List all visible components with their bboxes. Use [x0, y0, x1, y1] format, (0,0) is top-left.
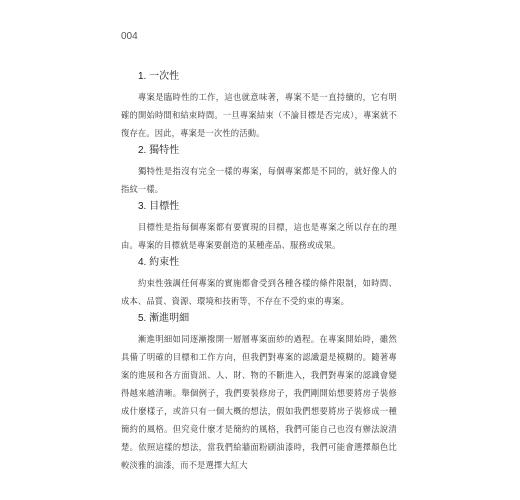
section-heading: 4. 約束性: [138, 257, 180, 268]
section-heading: 2. 獨特性: [138, 145, 180, 156]
section-one-time: [121, 70, 397, 142]
section-progressive-elaboration: [121, 312, 397, 474]
section-uniqueness: [121, 144, 397, 198]
section-body: 獨特性是指沒有完全一樣的專案，每個專案都是不同的，就好像人的指紋一樣。: [121, 166, 397, 194]
section-body: 漸進明細如同逐漸撥開一層層專案面紗的過程。在專案開始時，雖然具備了明確的目標和工作方向，但我們對專案的認識還是模糊的。隨著專案的進展和各方面資訊、人、財、物的不斷進入，我們對專案的認識會變得越來越清晰。舉個例子，我們要裝修房子，我們剛開始想要將房子裝修成什麼樣子，或許只有一個大概的想法，假如我們想要將房子裝修成一種簡約的風格。但究竟什麼才是簡約的風格，我們可能自己也沒有辦法說清楚。依照這樣的想法，當我們給牆面粉刷油漆時，我們可能會選擇顏色比較淡雅的油漆，而不是選擇大紅大: [121, 334, 397, 470]
section-constraint: [121, 256, 397, 310]
section-body: 目標性是指每個專案都有要實現的目標，這也是專案之所以存在的理由。專案的目標就是專案要創造的某種產品、服務或成果。: [121, 222, 397, 250]
section-goal-oriented: [121, 200, 397, 254]
section-heading: 5. 漸進明細: [138, 313, 190, 324]
section-heading: 3. 目標性: [138, 201, 180, 212]
section-body: 專案是臨時性的工作，這也就意味著，專案不是一直持續的，它有明確的開始時間和結束時間。一旦專案結束（不論目標是否完成），專案就不復存在。因此，專案是一次性的活動。: [121, 92, 397, 138]
section-body: 約束性強調任何專案的實施都會受到各種各樣的條件限制，如時間、成本、品質、資源、環境和技術等，不存在不受約束的專案。: [121, 278, 397, 306]
page-number: 004: [121, 31, 138, 42]
section-heading: 1. 一次性: [138, 71, 180, 82]
